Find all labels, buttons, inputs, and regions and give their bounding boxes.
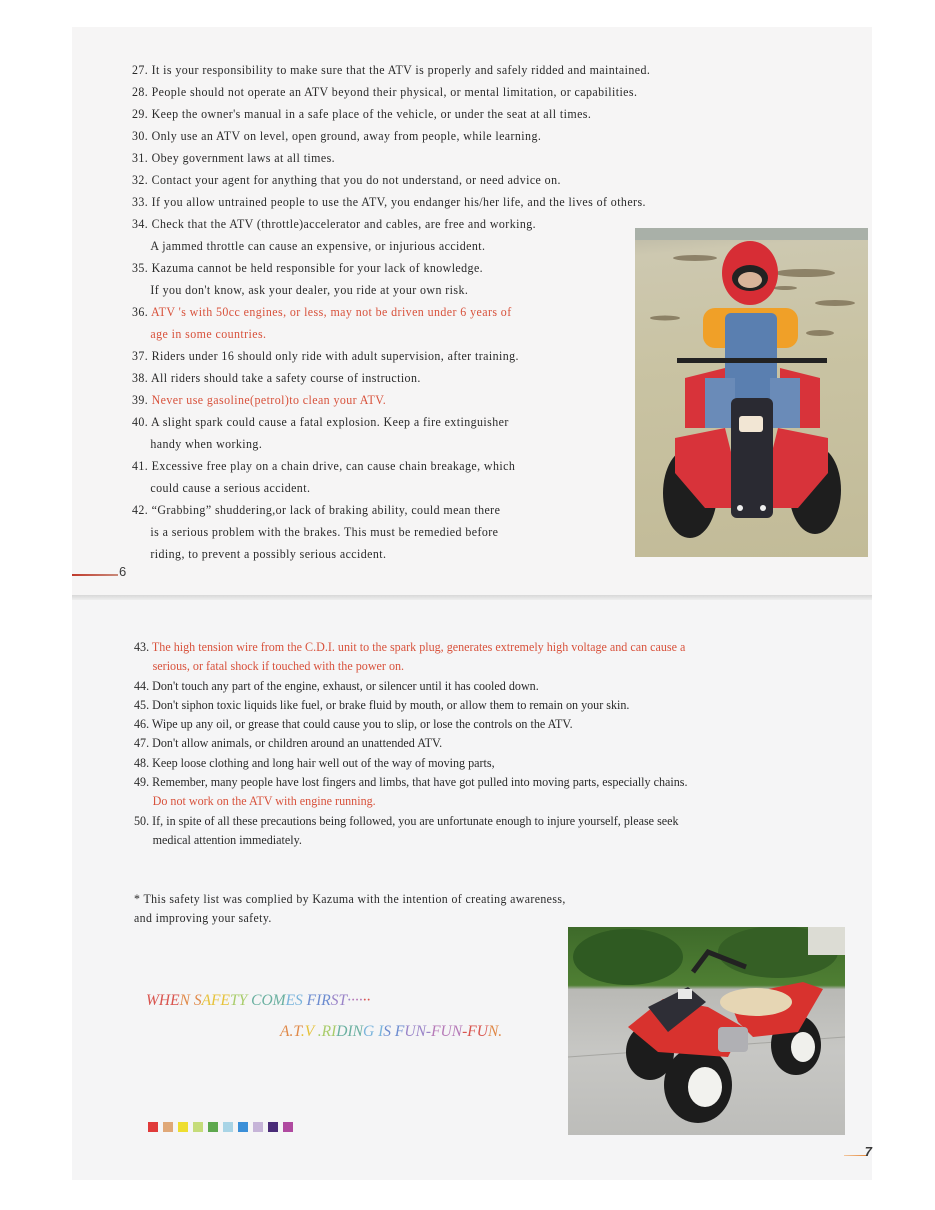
color-swatch — [193, 1122, 203, 1132]
list-item — [132, 345, 650, 367]
list-item — [134, 753, 688, 772]
item-number: 32. — [132, 172, 149, 187]
item-text: The high tension wire from the C.D.I. unit to the spark plug, generates extremely high voltage and can cause a — [151, 639, 686, 654]
safety-list-page-6 — [132, 59, 650, 565]
item-number: 45. — [134, 696, 150, 712]
item-text: Kazuma cannot be held responsible for your lack of knowledge. — [151, 260, 484, 275]
slogan-line-2 — [280, 1023, 502, 1041]
page-6 — [72, 27, 872, 595]
list-item — [134, 637, 688, 676]
photo-red-atv — [568, 927, 845, 1135]
item-text: If you allow untrained people to use the ATV, you endanger his/her life, and the lives of others. — [151, 194, 646, 209]
page-number: 6 — [119, 564, 127, 579]
color-swatch — [178, 1122, 188, 1132]
item-text: Riders under 16 should only ride with adult supervision, after training. — [151, 348, 519, 363]
item-number: 46. — [134, 716, 150, 732]
item-text: Remember, many people have lost fingers and limbs, that have got pulled into moving parts, especially chains. — [152, 774, 688, 790]
item-number: 42. — [132, 502, 149, 517]
list-item — [132, 389, 650, 411]
item-number: 40. — [132, 414, 149, 429]
item-number: 33. — [132, 194, 149, 209]
item-number: 48. — [134, 754, 150, 770]
item-text: Wipe up any oil, or grease that could cause you to slip, or lose the controls on the ATV. — [151, 716, 573, 732]
item-text-continuation: age in some countries. — [150, 326, 267, 341]
list-item — [132, 257, 650, 301]
item-text: “Grabbing” shuddering,or lack of braking ability, could mean there — [151, 502, 501, 517]
slogan-text-2: A.T.V .RIDING IS FUN-FUN-FUN. — [280, 1023, 503, 1040]
footnote — [134, 890, 566, 928]
footnote-line-2: and improving your safety. — [134, 911, 272, 925]
list-item — [134, 772, 688, 811]
color-swatch — [283, 1122, 293, 1132]
color-swatch — [268, 1122, 278, 1132]
item-text: Check that the ATV (throttle)accelerator and cables, are free and working. — [151, 216, 537, 231]
item-number: 36. — [132, 304, 149, 319]
safety-list-page-7 — [134, 637, 688, 849]
item-number: 44. — [134, 677, 150, 693]
item-text: Don't touch any part of the engine, exhaust, or silencer until it has cooled down. — [152, 677, 539, 693]
footnote-line-1: * This safety list was complied by Kazuma with the intention of creating awareness, — [134, 892, 566, 906]
red-atv-illustration — [568, 927, 845, 1135]
color-swatch — [223, 1122, 233, 1132]
item-text: If, in spite of all these precautions being followed, you are unfortunate enough to injure yourself, please seek — [152, 812, 679, 828]
item-text-continuation: A jammed throttle can cause an expensive, or injurious accident. — [150, 238, 486, 253]
list-item — [132, 169, 650, 191]
color-swatch — [163, 1122, 173, 1132]
item-number: 38. — [132, 370, 149, 385]
item-number: 43. — [134, 639, 150, 654]
item-number: 28. — [132, 84, 149, 99]
item-text: Keep loose clothing and long hair well out of the way of moving parts, — [152, 754, 495, 770]
list-item — [134, 676, 688, 695]
item-number: 30. — [132, 128, 149, 143]
list-item — [132, 59, 650, 81]
item-number: 47. — [134, 735, 150, 751]
item-text: Excessive free play on a chain drive, can cause chain breakage, which — [151, 458, 516, 473]
item-number: 31. — [132, 150, 149, 165]
list-item — [132, 81, 650, 103]
list-item — [132, 125, 650, 147]
child-on-atv-illustration — [635, 228, 868, 557]
color-swatch — [148, 1122, 158, 1132]
page-number-rule — [72, 574, 118, 576]
list-item — [132, 213, 650, 257]
item-text-continuation: handy when working. — [150, 436, 263, 451]
color-swatch — [208, 1122, 218, 1132]
list-item — [132, 191, 650, 213]
photo-child-on-atv — [635, 228, 868, 557]
item-text: People should not operate an ATV beyond their physical, or mental limitation, or capabilities. — [151, 84, 638, 99]
item-text: Never use gasoline(petrol)to clean your ATV. — [151, 392, 387, 407]
item-text-continuation: could cause a serious accident. — [150, 480, 311, 495]
item-text: Don't siphon toxic liquids like fuel, or brake fluid by mouth, or allow them to remain on your skin. — [152, 696, 630, 712]
page-7 — [72, 600, 872, 1180]
item-text: Obey government laws at all times. — [151, 150, 336, 165]
list-item — [134, 811, 688, 850]
item-text-continuation: medical attention immediately. — [152, 831, 302, 847]
list-item — [132, 367, 650, 389]
item-text: All riders should take a safety course of instruction. — [150, 370, 421, 385]
item-number: 39. — [132, 392, 149, 407]
item-number: 49. — [134, 774, 150, 790]
color-swatch-strip — [148, 1122, 293, 1132]
item-number: 29. — [132, 106, 149, 121]
item-text-continuation: If you don't know, ask your dealer, you ride at your own risk. — [150, 282, 469, 297]
item-text: Don't allow animals, or children around an unattended ATV. — [152, 735, 443, 751]
item-text: ATV 's with 50cc engines, or less, may not be driven under 6 years of — [150, 304, 512, 319]
item-number: 27. — [132, 62, 149, 77]
item-number: 35. — [132, 260, 149, 275]
item-text: Only use an ATV on level, open ground, away from people, while learning. — [151, 128, 542, 143]
page-number: 7 — [864, 1144, 872, 1159]
list-item — [132, 455, 650, 499]
list-item — [132, 499, 650, 565]
item-number: 41. — [132, 458, 149, 473]
color-swatch — [253, 1122, 263, 1132]
item-text: Contact your agent for anything that you do not understand, or need advice on. — [151, 172, 561, 187]
item-number: 37. — [132, 348, 149, 363]
item-text-continuation: serious, or fatal shock if touched with the power on. — [152, 658, 405, 674]
list-item — [134, 714, 688, 733]
item-number: 34. — [132, 216, 149, 231]
list-item — [132, 301, 650, 345]
page-number-rule — [844, 1155, 866, 1156]
item-text: A slight spark could cause a fatal explosion. Keep a fire extinguisher — [150, 414, 509, 429]
color-swatch — [238, 1122, 248, 1132]
item-text-continuation: is a serious problem with the brakes. This must be remedied before — [150, 524, 499, 539]
list-item — [134, 695, 688, 714]
item-text: It is your responsibility to make sure that the ATV is properly and safely ridded and maintained. — [151, 62, 651, 77]
list-item — [132, 411, 650, 455]
item-number: 50. — [134, 812, 150, 828]
item-text-continuation: riding, to prevent a possibly serious accident. — [150, 546, 387, 561]
item-text: Keep the owner's manual in a safe place of the vehicle, or under the seat at all times. — [151, 106, 592, 121]
list-item — [134, 733, 688, 752]
list-item — [132, 103, 650, 125]
slogan-line-1 — [146, 992, 370, 1010]
list-item — [132, 147, 650, 169]
item-warning-text: Do not work on the ATV with engine running. — [152, 793, 376, 809]
slogan-text-1: WHEN SAFETY COMES FIRST······ — [146, 992, 371, 1009]
